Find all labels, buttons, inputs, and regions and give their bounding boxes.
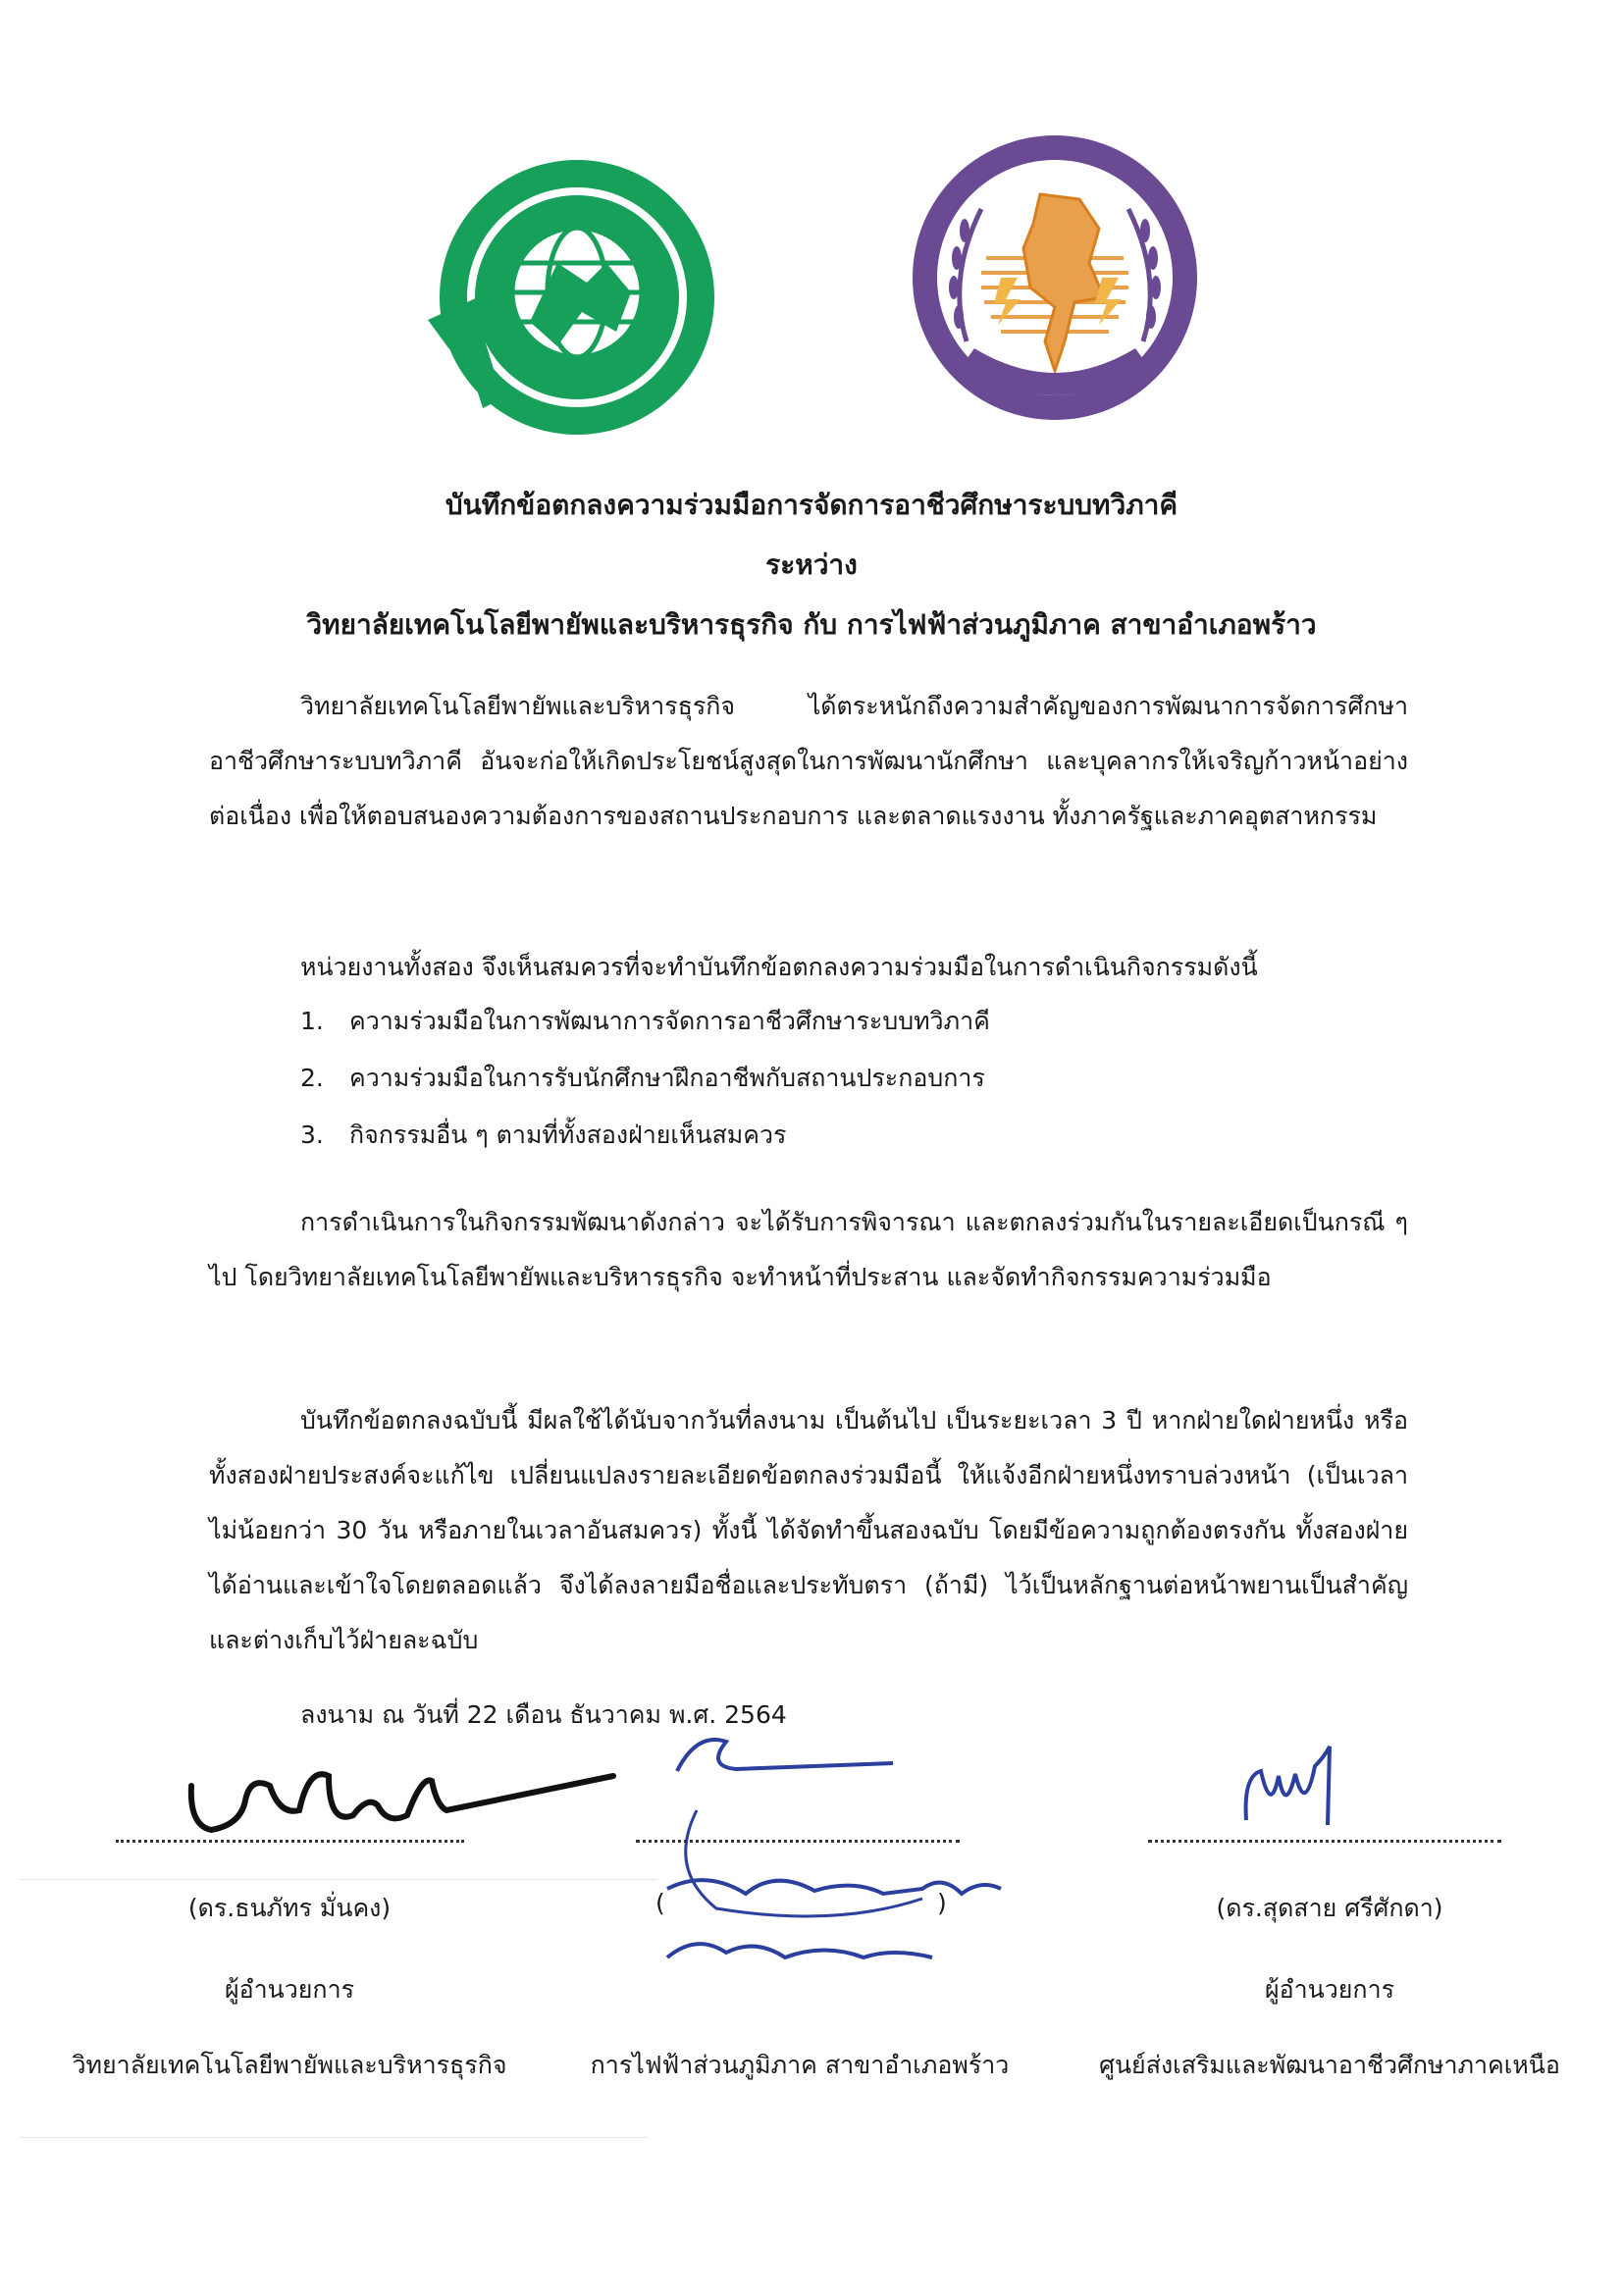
title-parties: วิทยาลัยเทคโนโลยีพายัพและบริหารธุรกิจ กับ การไฟฟ้าส่วนภูมิภาค สาขาอำเภอพร้าว [306, 608, 1317, 641]
signature-line [636, 1840, 960, 1843]
signatory-position: ผู้อำนวยการ [224, 1975, 355, 2004]
pea-logo [908, 130, 1202, 425]
paragraph-2: หน่วยงานทั้งสอง จึงเห็นสมควรที่จะทำบันทึกข้อตกลงความร่วมมือในการดำเนินกิจกรรมดังนี้ [300, 953, 1258, 981]
paren-close: ) [937, 1889, 947, 1917]
title-between: ระหว่าง [765, 548, 858, 581]
signature-1 [182, 1747, 623, 1845]
signature-2 [638, 1712, 1030, 1977]
scan-artifact [20, 2137, 648, 2138]
list-item: 3. กิจกรรมอื่น ๆ ตามที่ทั้งสองฝ่ายเห็นสมควร [300, 1121, 787, 1149]
signing-date: ลงนาม ณ วันที่ 22 เดือน ธันวาคม พ.ศ. 2564 [300, 1700, 787, 1729]
document-title: บันทึกข้อตกลงความร่วมมือการจัดการอาชีวศึกษาระบบทวิภาคี [445, 489, 1178, 521]
signatory-name: (ดร.ธนภัทร มั่นคง) [187, 1894, 392, 1922]
signatory-organization: การไฟฟ้าส่วนภูมิภาค สาขาอำเภอพร้าว [590, 2051, 1010, 2079]
list-item: 1. ความร่วมมือในการพัฒนาการจัดการอาชีวศึกษาระบบทวิภาคี [300, 1007, 990, 1035]
scan-artifact [20, 1879, 657, 1880]
paragraph-3: การดำเนินการในกิจกรรมพัฒนาดังกล่าว จะได้รับการพิจารณา และตกลงร่วมกันในรายละเอียดเป็นกรณี ๆ ไป โดยวิทยาลัยเทคโนโลยีพายัพและบริหารธุรกิจ จะทำหน้าที่ประสาน และจัดทำกิจกรรมความร่วมมือ [209, 1208, 1408, 1291]
paragraph-4: บันทึกข้อตกลงฉบับนี้ มีผลใช้ได้นับจากวันที่ลงนาม เป็นต้นไป เป็นระยะเวลา 3 ปี หากฝ่ายใดฝ่ายหนึ่ง หรือทั้งสองฝ่ายประสงค์จะแก้ไข เปลี่ยนแปลงรายละเอียดข้อตกลงร่วมมือนี้ ให้แจ้งอีกฝ่ายหนึ่งทราบล่วงหน้า (เป็นเวลาไม่น้อยกว่า 30 วัน หรือภายในเวลาอันสมควร) ทั้งนี้ ได้จัดทำขึ้นสองฉบับ โดยมีข้อความถูกต้องตรงกัน ทั้งสองฝ่ายได้อ่านและเข้าใจโดยตลอดแล้ว จึงได้ลงลายมือชื่อและประทับตรา (ถ้ามี) ไว้เป็นหลักฐานต่อหน้าพยานเป็นสำคัญและต่างเก็บไว้ฝ่ายละฉบับ [209, 1406, 1408, 1654]
signature-line [116, 1840, 464, 1843]
college-logo [420, 145, 724, 449]
signatory-name: (ดร.สุดสาย ศรีศักดา) [1216, 1894, 1443, 1922]
signature-line [1148, 1840, 1501, 1843]
signatory-organization: วิทยาลัยเทคโนโลยีพายัพและบริหารธุรกิจ [72, 2051, 507, 2079]
paragraph-1: วิทยาลัยเทคโนโลยีพายัพและบริหารธุรกิจ ได้ตระหนักถึงความสำคัญของการพัฒนาการจัดการศึกษาอาชีวศึกษาระบบทวิภาคี อันจะก่อให้เกิดประโยชน์สูงสุดในการพัฒนานักศึกษา และบุคลากรให้เจริญก้าวหน้าอย่างต่อเนื่อง เพื่อให้ตอบสนองความต้องการของสถานประกอบการ และตลาดแรงงาน ทั้งภาครัฐและภาคอุตสาหกรรม [209, 692, 1408, 830]
signatory-position: ผู้อำนวยการ [1264, 1975, 1395, 2004]
signatory-organization: ศูนย์ส่งเสริมและพัฒนาอาชีวศึกษาภาคเหนือ [1099, 2051, 1560, 2079]
paren-open: ( [655, 1889, 665, 1917]
signature-3 [1231, 1737, 1359, 1835]
list-item: 2. ความร่วมมือในการรับนักศึกษาฝึกอาชีพกับสถานประกอบการ [300, 1064, 985, 1092]
